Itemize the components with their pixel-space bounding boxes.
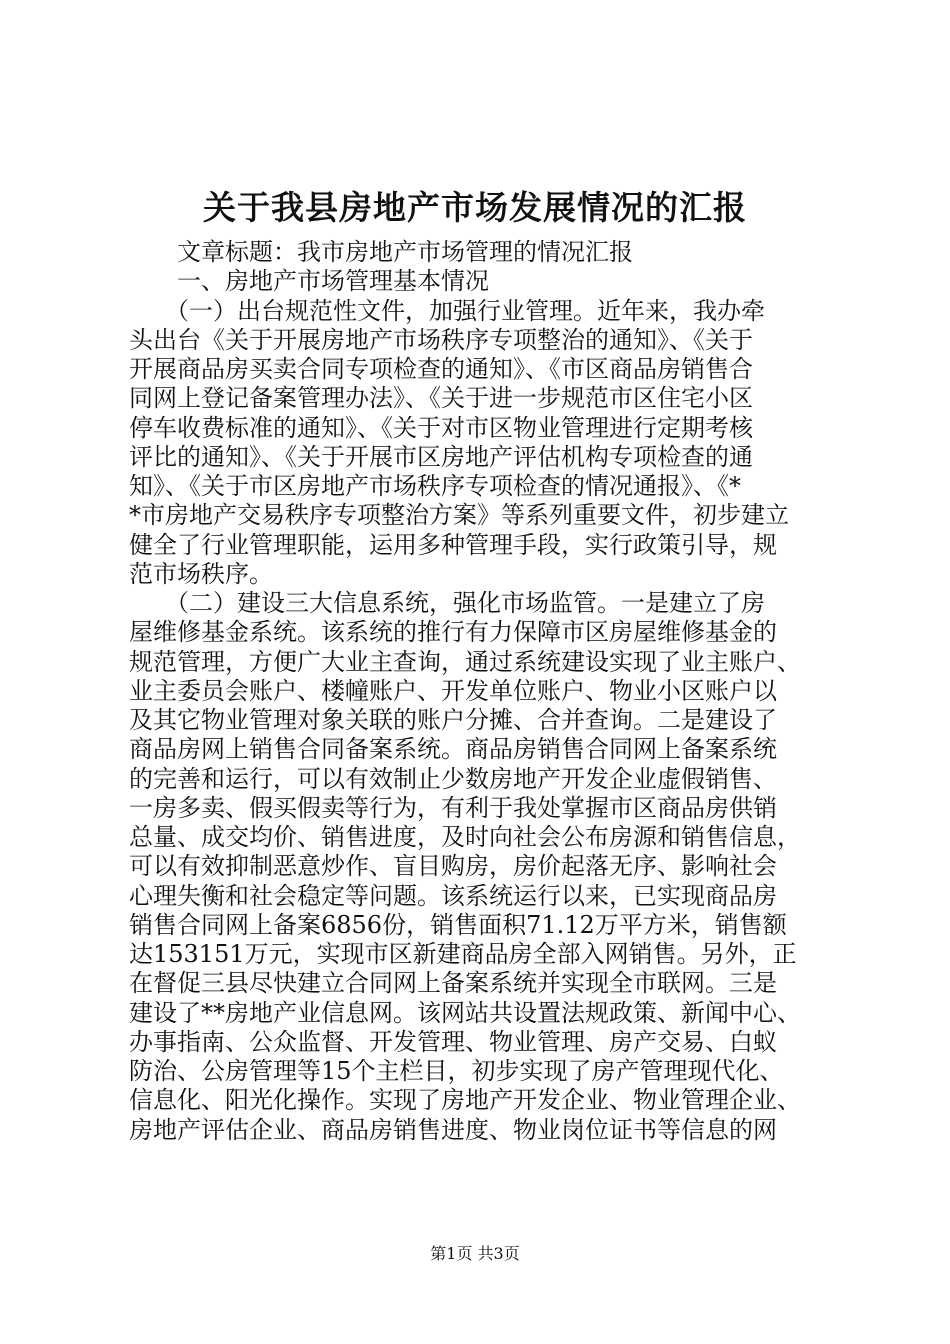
body-line: 建设了**房地产业信息网。该网站共设置法规政策、新闻中心、 <box>129 998 801 1027</box>
body-line: 范市场秩序。 <box>129 559 273 588</box>
body-line: （一）出台规范性文件，加强行业管理。近年来，我办牵 <box>129 296 765 325</box>
body-line: 信息化、阳光化操作。实现了房地产开发企业、物业管理企业、 <box>129 1086 801 1115</box>
body-line: 同网上登记备案管理办法》、《关于进一步规范市区住宅小区 <box>129 384 753 413</box>
body-line: 文章标题：我市房地产市场管理的情况汇报 <box>129 238 633 266</box>
body-line: 的完善和运行，可以有效制止少数房地产开发企业虚假销售、 <box>129 764 777 793</box>
body-line: *市房地产交易秩序专项整治方案》等系列重要文件，初步建立 <box>129 501 789 530</box>
body-line: 知》、《关于市区房地产市场秩序专项检查的情况通报》、《* <box>129 472 741 500</box>
body-line: 停车收费标准的通知》、《关于对市区物业管理进行定期考核 <box>129 413 753 442</box>
body-line: 可以有效抑制恶意炒作、盲目购房，房价起落无序、影响社会 <box>129 852 777 881</box>
body-line: 头出台《关于开展房地产市场秩序专项整治的通知》、《关于 <box>129 325 753 354</box>
body-line: 商品房网上销售合同备案系统。商品房销售合同网上备案系统 <box>129 735 777 764</box>
body-line: 屋维修基金系统。该系统的推行有力保障市区房屋维修基金的 <box>129 618 777 647</box>
body-line: 总量、成交均价、销售进度，及时向社会公布房源和销售信息， <box>129 823 801 851</box>
page-footer: 第1页 共3页 <box>430 1244 520 1263</box>
document-body <box>129 238 845 1145</box>
body-line: 规范管理，方便广大业主查询，通过系统建设实现了业主账户、 <box>129 647 801 676</box>
document-title: 关于我县房地产市场发展情况的汇报 <box>203 188 747 227</box>
body-line: 办事指南、公众监督、开发管理、物业管理、房产交易、白蚁 <box>129 1027 777 1056</box>
body-line: 销售合同网上备案6856份，销售面积71.12万平方米，销售额 <box>129 910 787 939</box>
body-line: 心理失衡和社会稳定等问题。该系统运行以来，已实现商品房 <box>129 881 777 910</box>
body-line: 在督促三县尽快建立合同网上备案系统并实现全市联网。三是 <box>129 969 777 998</box>
body-line: （二）建设三大信息系统，强化市场监管。一是建立了房 <box>129 589 765 617</box>
body-line: 一房多卖、假买假卖等行为，有利于我处掌握市区商品房供销 <box>129 793 777 822</box>
body-line: 一、房地产市场管理基本情况 <box>129 267 489 296</box>
body-line: 防治、公房管理等15个主栏目，初步实现了房产管理现代化、 <box>129 1057 784 1085</box>
body-line: 及其它物业管理对象关联的账户分摊、合并查询。二是建设了 <box>129 706 777 734</box>
body-line: 评比的通知》、《关于开展市区房地产评估机构专项检查的通 <box>129 442 753 471</box>
body-line: 业主委员会账户、楼幢账户、开发单位账户、物业小区账户以 <box>129 676 777 705</box>
body-line: 房地产评估企业、商品房销售进度、物业岗位证书等信息的网 <box>129 1115 777 1144</box>
body-line: 开展商品房买卖合同专项检查的通知》、《市区商品房销售合 <box>129 355 753 383</box>
body-line: 达153151万元，实现市区新建商品房全部入网销售。另外，正 <box>129 940 797 968</box>
body-line: 健全了行业管理职能，运用多种管理手段，实行政策引导，规 <box>129 530 777 559</box>
